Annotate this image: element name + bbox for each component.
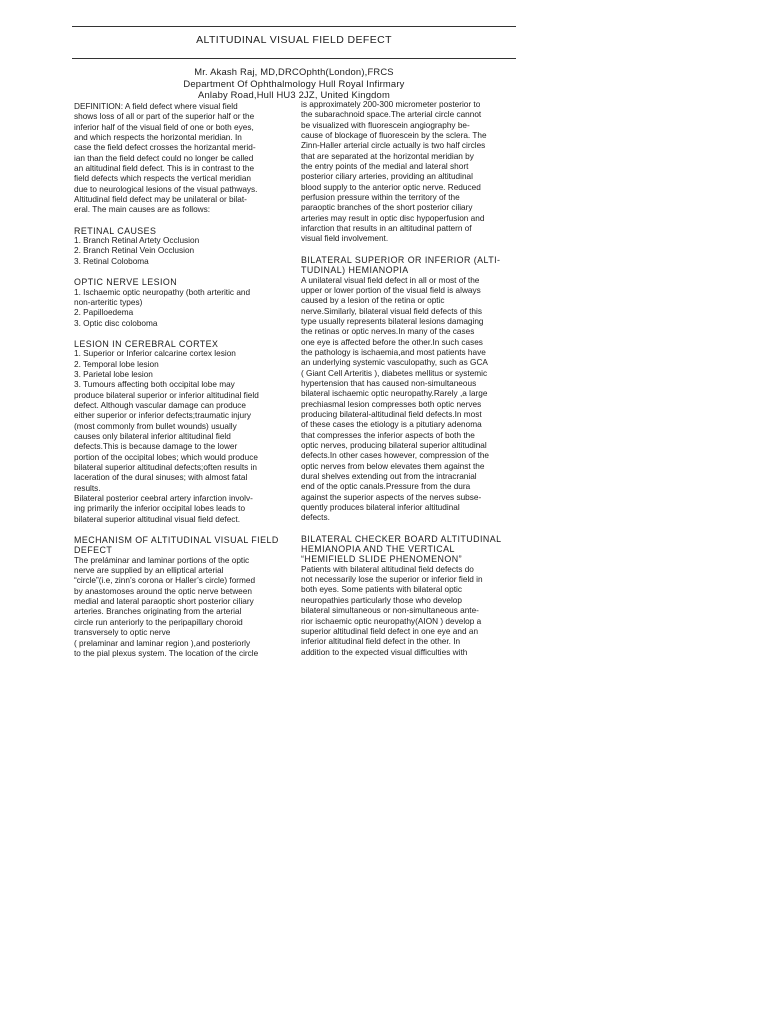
list-item: 1. Ischaemic optic neuropathy (both arteritic and non-arteritic types) (74, 287, 251, 307)
definition-paragraph: DEFINITION: A field defect where visual field shows loss of all or part of the superior half or the inferior half of the visual field of one or both eyes, and which respects the horizontal meridian. In case the field defect crosses the horizantal merid- ian than the field defect could no longer be called an altitudinal field defect. This is in contrast to the field defects which respects the vertical meridian due to neurological lesions of the visual pathways. Altitudinal field defect may be unilateral or bilat- eral. The main causes are as follows: (74, 102, 258, 215)
checker-board-paragraph: Patients with bilateral altitudinal field defects do not necessarily lose the superior or inferior field in both eyes. Some patients with bilateral optic neuropathies particularly those who develop bilateral simultaneous or non-simultaneous ante- rior ischaemic optic neuropathy(AION ) develop a superior altitudinal field defect in one eye and an inferior altitudinal field defect in the other. In addition to the expected visual difficulties with (301, 564, 483, 657)
author-block (72, 66, 516, 101)
optic-nerve-list (74, 288, 290, 329)
checker-board-heading: BILATERAL CHECKER BOARD ALTITUDINAL HEMIANOPIA AND THE VERTICAL “HEMIFIELD SLIDE PHENOMENON” (301, 533, 502, 565)
cerebral-cortex-paragraph: 3. Tumours affecting both occipital lobe may produce bilateral superior or inferior altitudinal field defect. Although vascular damage can produce either superior or inferior defects;traumatic injury (most commonly from bullet wounds) usually causes only bilateral inferior altitudinal field defects.This is because damage to the lower portion of the occipital lobes; which would produce bilateral superior altitudinal defects;often results in laceration of the dural sinuses; with almost fatal results. Bilateral posterior ceebral artery infarction involv- ing primarily the inferior occipital lobes leads to bilateral superior altitudinal visual field defect. (74, 380, 259, 524)
bilateral-hemianopia-heading: BILATERAL SUPERIOR OR INFERIOR (ALTI- TUDINAL) HEMIANOPIA (301, 254, 501, 276)
retinal-causes-list (74, 236, 290, 267)
mechanism-paragraph: The preláminar and laminar portions of the optic nerve are supplied by an elliptical arterial “circle”(i.e, zinn’s corona or Haller’s circle) formed by anastomoses around the optic nerve between medial and lateral paraoptic short posterior ciliary arteries. Branches originating from the arterial circle run anteriorly to the peripapillary choroid transversely to optic nerve ( prelaminar and laminar region ),and posteriorly to the pial plexus system. The location of the circle (74, 555, 259, 658)
list-item: 3. Parietal lobe lesion (74, 369, 153, 379)
optic-nerve-heading: OPTIC NERVE LESION (74, 277, 178, 288)
top-rule (72, 26, 516, 27)
list-item: 3. Retinal Coloboma (74, 256, 149, 266)
cerebral-cortex-heading: LESION IN CEREBRAL CORTEX (74, 338, 219, 349)
left-column (74, 102, 290, 659)
cerebral-cortex-list (74, 349, 290, 380)
author-department: Department Of Ophthalmology Hull Royal Infirmary (183, 77, 405, 89)
bilateral-hemianopia-paragraph: A unilateral visual field defect in all or most of the upper or lower portion of the visual field is always caused by a lesion of the retina or optic nerve.Similarly, bilateral visual field defects of this type usually represents bilateral lesions damaging the retinas or optic nerves.In many of the cases one eye is affected before the other.In such cases the pathology is ischaemia,and most patients have an underlying systemic vasculopathy, such as GCA ( Giant Cell Arteritis ), diabetes mellitus or systemic hypertension that has caused non-simultaneous bilateral ischaemic optic neuropathy.Rarely ,a large prechiasmal lesion compresses both optic nerves producing bilateral-altitudinal field defects.In most of these cases the etiology is a pitutiary adenoma that compresses the inferior aspects of both the optic nerves, producing bilateral superior altitudinal defects.In other cases however, compression of the optic nerves from below elevates them against the dural shelves extending out from the intracranial end of the optic canals.Pressure from the dura against the superior aspects of the nerves subse- quently produces bilateral inferior altitudinal defects. (301, 275, 490, 523)
list-item: 2. Branch Retinal Vein Occlusion (74, 246, 195, 256)
list-item: 1. Superior or Inferior calcarine cortex lesion (74, 349, 236, 359)
list-item: 3. Optic disc coloboma (74, 318, 158, 328)
page-title: ALTITUDINAL VISUAL FIELD DEFECT (196, 34, 392, 46)
list-item: 2. Temporal lobe lesion (74, 359, 159, 369)
list-item: 2. Papilloedema (74, 308, 134, 318)
right-column (301, 100, 517, 658)
title-rule (72, 58, 516, 59)
retinal-causes-heading: RETINAL CAUSES (74, 225, 157, 236)
list-item: 1. Branch Retinal Artety Occlusion (74, 236, 200, 246)
mechanism-heading: MECHANISM OF ALTITUDINAL VISUAL FIELD DEFECT (74, 535, 279, 556)
author-address: Anlaby Road,Hull HU3 2JZ, United Kingdom (198, 89, 390, 100)
mechanism-continued-paragraph: is approximately 200-300 micrometer posterior to the subarachnoid space.The arterial circle cannot be visualized with fluorescein angiography be- cause of blockage of fluorescein by the sclera. The Zinn-Haller arterial circle actually is two half circles that are separated at the horizontal meridian by the entry points of the medial and lateral short posterior ciliary arteries, providing an altitudinal blood supply to the anterior optic nerve. Reduced perfusion pressure within the territory of the paraoptic branches of the short posterior ciliary arteries may result in optic disc hypoperfusion and infarction that results in an altitudinal pattern of visual field involvement. (301, 100, 487, 244)
author-name: Mr. Akash Raj, MD,DRCOphth(London),FRCS (194, 66, 394, 77)
